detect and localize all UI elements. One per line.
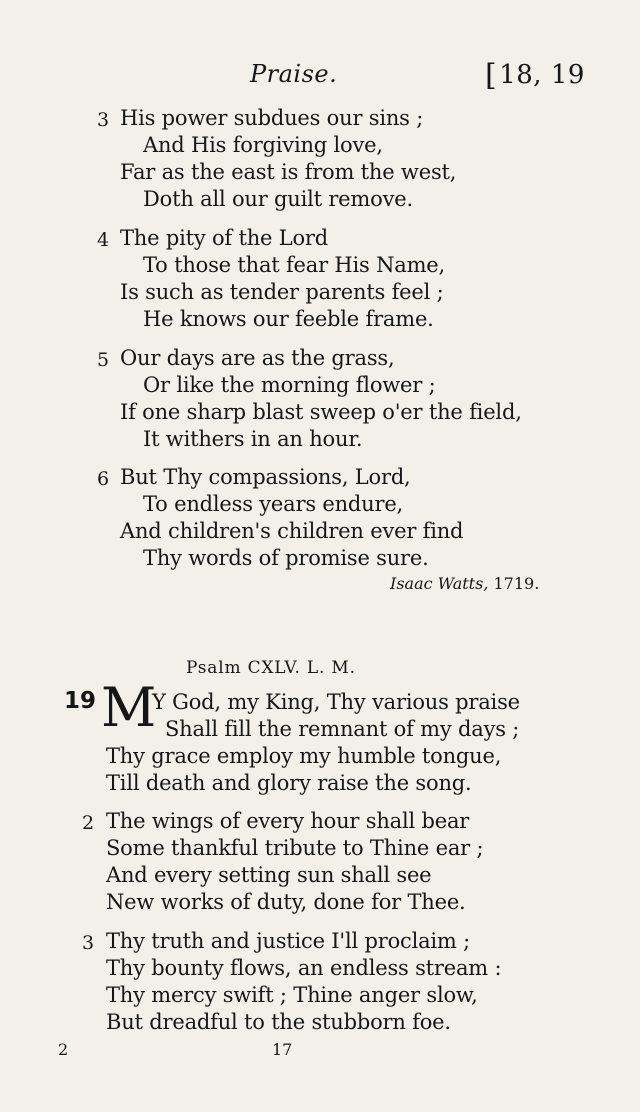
verse-line: But Thy compassions, Lord,	[120, 465, 411, 489]
signature-mark: 2	[58, 1040, 69, 1059]
verse-line: He knows our feeble frame.	[143, 307, 434, 331]
verse-line: And children's children ever find	[120, 519, 464, 543]
verse-number: 3	[82, 932, 95, 954]
verse-line: Far as the east is from the west,	[120, 160, 457, 184]
verse-line: The pity of the Lord	[120, 226, 328, 250]
verse-line: To those that fear His Name,	[143, 253, 446, 277]
verse-number: 2	[82, 812, 95, 834]
verse-line: Thy grace employ my humble tongue,	[106, 744, 502, 768]
verse-line: Thy bounty flows, an endless stream :	[106, 956, 502, 980]
author-year: 1719.	[493, 574, 540, 593]
verse-line: And His forgiving love,	[143, 133, 383, 157]
verse-line: But dreadful to the stubborn foe.	[106, 1010, 451, 1034]
drop-cap: M	[101, 676, 156, 739]
verse-line: His power subdues our sins ;	[120, 106, 424, 130]
running-title: Praise.	[250, 60, 338, 88]
verse-number: 3	[97, 109, 110, 131]
attribution	[390, 574, 539, 593]
verse-line: Y God, my King, Thy various praise	[152, 690, 520, 714]
verse-number: 5	[97, 349, 110, 371]
verse-line: Or like the morning flower ;	[143, 373, 436, 397]
verse-line: The wings of every hour shall bear	[106, 809, 470, 833]
verse-line: Thy truth and justice I'll proclaim ;	[106, 929, 470, 953]
verse-number: 4	[97, 229, 110, 251]
author-name: Isaac Watts,	[390, 574, 489, 593]
page-number: 17	[272, 1040, 293, 1059]
verse-line: Shall fill the remnant of my days ;	[165, 717, 520, 741]
verse-line: Is such as tender parents feel ;	[120, 280, 444, 304]
verse-line: To endless years endure,	[143, 492, 404, 516]
verse-line: Till death and glory raise the song.	[106, 771, 472, 795]
verse-line: Our days are as the grass,	[120, 346, 395, 370]
verse-line: If one sharp blast sweep o'er the field,	[120, 400, 522, 424]
verse-number: 6	[97, 468, 110, 490]
verse-line: Thy mercy swift ; Thine anger slow,	[106, 983, 478, 1007]
verse-line: New works of duty, done for Thee.	[106, 890, 466, 914]
verse-line: Thy words of promise sure.	[143, 546, 429, 570]
bracket-glyph: [	[485, 58, 498, 93]
verse-line: Some thankful tribute to Thine ear ;	[106, 836, 484, 860]
verse-line: It withers in an hour.	[143, 427, 363, 451]
hymn-number-range	[485, 58, 585, 93]
verse-line: And every setting sun shall see	[106, 863, 432, 887]
verse-line: Doth all our guilt remove.	[143, 187, 413, 211]
hymn-number-range-text: 18, 19	[499, 60, 585, 90]
hymn-number: 19	[64, 688, 97, 714]
psalm-heading: Psalm CXLV. L. M.	[186, 658, 356, 678]
